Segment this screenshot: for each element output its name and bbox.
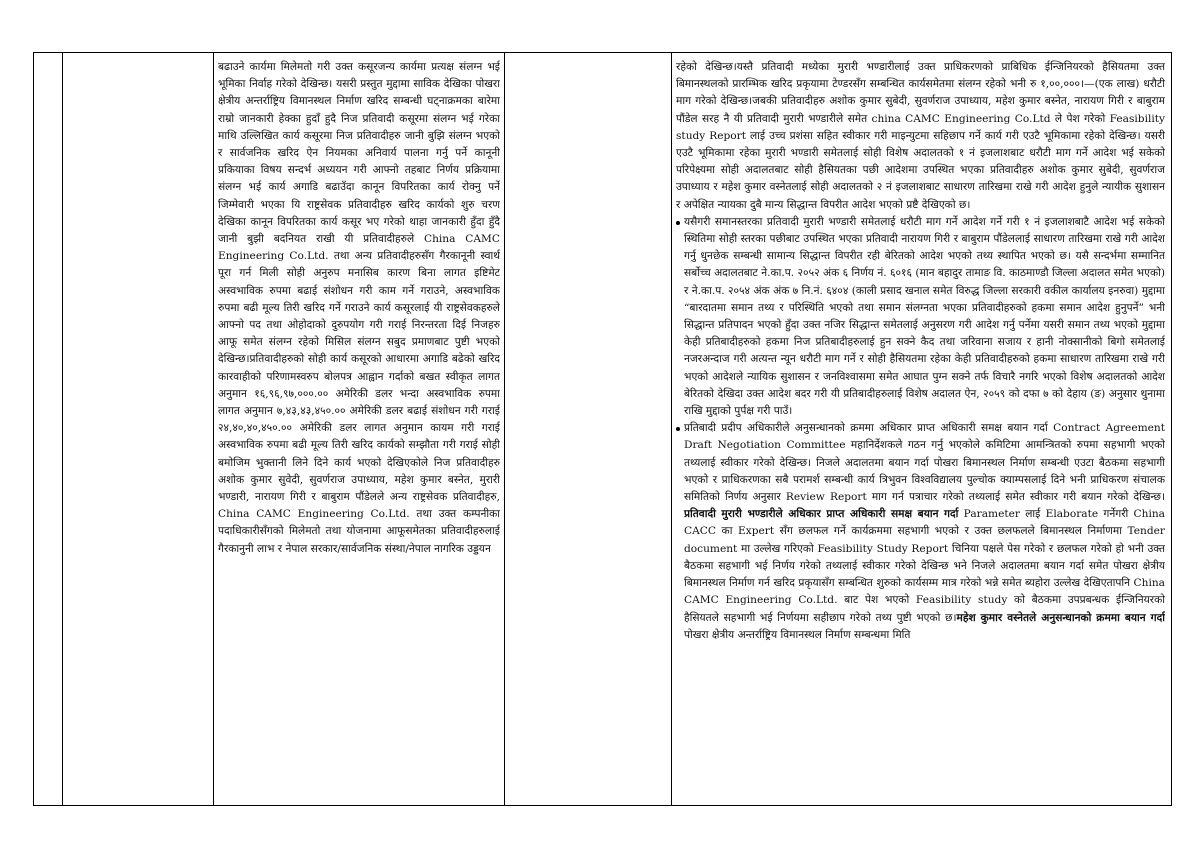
column-divider-2 bbox=[213, 53, 214, 805]
column-divider-1 bbox=[62, 53, 63, 805]
bullet-2-bold-text-1: प्रतिवादी मुरारी भण्डारीले अधिकार प्राप्त अधिकारी समक्ष बयान गर्दा bbox=[684, 508, 959, 521]
right-column-bullet-1: यसैगरी समानस्तरका प्रतिवादी मुरारी भण्डारी समेतलाई धरौटी माग गर्ने आदेश गर्ने गरी १ नं इजलाशबाटै आदेश भई सकेको स्थितिमा सोही स्तरका पछीबाट उपस्थित भएका प्रतिवादी नारायण गिरी र बाबुराम पौंडेललाई साधारण तारिखमा राखे गरी आदेश गर्नु धुनछेक सम्बन्धी सामान्य सिद्धान्त विपरीत रही बेरितको आदेश भएको तथ्य स्थापित भएको छ। यसै सन्दर्भमा सम्मानित सर्बोच्च अदालतबाट ने.का.प. २०५२ अंक ६ निर्णय नं. ६०१६ (मान बहादुर तामाङ वि. काठमाण्डौ जिल्ला अदालत समेत भएको) र ने.का.प. २०५४ अंक अंक ७ नि.नं. ६४०४ (काली प्रसाद खनाल समेत विरुद्ध जिल्ला सरकारी वकील कार्यालय इनरुवा) मुद्दामा “बारदातमा समान तथ्य र परिस्थिति भएको तथा समान संलग्नता भएका प्रतिवादीहरुको हकमा समान आदेश हुनुपर्ने” भनी सिद्धान्त प्रतिपादन भएको हुँदा उक्त नजिर सिद्धान्त समेतलाई अनुसरण गरी आदेश गर्नु पर्नेमा यसरी समान तथ्य भएको मुद्दामा केही प्रतिबादीहरुको हकमा निज प्रतिबादीहरुलाई हुन सक्ने कैद तथा जरिवाना सजाय र हानी नोक्सानीको बिगो समेतलाई नजरअन्दाज गरी अत्यन्त न्यून धरौटी माग गर्ने र सोही हैसियतमा रहेका केही प्रतिवादीहरुको हकमा साधारण तारिखमा राखे गरी भएको आदेशले न्यायिक सुशासन र जनविश्वासमा समेत आघात पुग्न सक्ने तर्फ विचारै नगरि भएको विशेष अदालतको आदेश बेरितको देखिदा उक्त आदेश बदर गरी यी प्रतिबादीहरुलाई विशेष अदालत ऐन, २०५९ को दफा ७ को देहाय (ङ) अनुसार थुनामा राखि मुद्दाको पुर्पक्ष गरी पाउँ। bbox=[676, 214, 1165, 420]
right-column-bullet-2 bbox=[676, 420, 1165, 644]
bullet-2-bold-text-2: महेश कुमार वस्नेतले अनुसन्धानको क्रममा बयान गर्दा bbox=[956, 611, 1165, 624]
column-divider-4 bbox=[671, 53, 672, 805]
right-text-column bbox=[676, 59, 1165, 805]
bullet-2-text-part-2: Parameter लाई Elaborate गर्नेगरी China CACC का Expert सँग छलफल गर्ने कार्यक्रममा सहभागी भएको र उक्त छलफलले बिमानस्थल निर्माणमा Tender document मा उल्लेख गरिएको Feasibility Study Report चिनिया पक्षले पेस गरेको र छलफल गरेको हो भनी उक्त बैठकमा सहभागी भई निर्णय गरेको तथ्यलाई स्वीकार गरेको देखिन्छ भने निजले अदालतमा बयान गर्दा समेत पोखरा क्षेत्रीय बिमानस्थल निर्माण गर्न खरिद प्रकृयासँग सम्बन्धित शुरुको कार्यसम्म मात्र गरेको भन्ने समेत ब्यहोरा उल्लेख देखिएतापनि China CAMC Engineering Co.Ltd. बाट पेश भएको Feasibility study को बैठकमा उपप्रबन्धक ईन्जिनियरको हैसियतले सहभागी भई निर्णयमा सहीछाप गरेको तथ्य पुष्टी भएको छ। bbox=[684, 508, 1165, 624]
column-divider-3 bbox=[504, 53, 505, 805]
bullet-2-text-part-1: प्रतिबादी प्रदीप अधिकारीले अनुसन्धानको क्रममा अधिकार प्राप्त अधिकारी समक्ष बयान गर्दा Contract Agreement Draft Negotiation Committee महानिर्देशकले गठन गर्नु भएकोले कमिटिमा आमन्त्रितको रुपमा सहभागी भएको तथ्यलाई स्वीकार गरेको देखिन्छ। निजले अदालतमा बयान गर्दा पोखरा बिमानस्थल निर्माण सम्बन्धी एउटा बैठकमा सहभागी भएको र प्राधिकरणका सबै परामर्श सम्बन्धी कार्य त्रिभुवन विश्वविद्यालय पुल्चोक क्याम्पसलाई दिने भनी प्राधिकरण संचालक समितिको निर्णय अनुसार Review Report माग गर्न पत्राचार गरेको तथ्यलाई समेत स्वीकार गरी बयान गरेको देखिन्छ। bbox=[684, 422, 1165, 504]
left-column-paragraph: बढाउने कार्यमा मिलेमतो गरी उक्त कसूरजन्य कार्यमा प्रत्यक्ष संलग्न भई भूमिका निर्वाह गरेको देखिन्छ। यसरी प्रस्तुत मुद्दामा साविक देखिका पोखरा क्षेत्रीय अन्तर्राष्ट्रिय विमानस्थल निर्माण खरिद सम्बन्धी घट्नाक्रमका बारेमा राम्रो जानकारी हेक्का हुदाँ हुदै निज प्रतिवादी कसूरमा संलग्न भई गरेका माथि उल्लिखित कार्य कसूरमा निज प्रतिवादीहरु जानी बुझि संलग्न भएको र सार्वजनिक खरिद ऐन नियमका अनिवार्य पालना गर्नु पर्ने कानूनी प्रकियाका विषय सन्दर्भ अध्ययन गरी आफ्नो तहबाट निर्णय प्रक्रियामा संलग्न भई कार्य अगाडि बढाउँदा कानून विपरितका कार्य रोक्नु पर्ने जिम्मेवारी भएका यि राष्ट्रसेवक प्रतिवादीहरु खरिद कार्यको शुरु चरण देखिका कानून विपरितका कार्य कसूर भए गरेको थाहा जानकारी हुँदा हुँदै जानी बुझी बदनियत राखी यी प्रतिवादीहरुले China CAMC Engineering Co.Ltd. तथा अन्य प्रतिवादीहरुसँग गैरकानूनी स्वार्थ पूरा गर्न मिली सोही अनुरुप मनासिब कारण बिना लागत इष्टिमेट अस्वभाविक रुपमा बढाई संशोधन गरी काम गर्ने गराउने, अस्वभाविक रुपमा बढी मूल्य तिरी खरिद गर्ने गराउने कार्य कसूरलाई यी राष्ट्रसेवकहरुले आफ्नो पद तथा ओहोदाको दुरुपयोग गरी गराई निरन्तरता दिई निजहरु आफू समेत संलग्न रहेको मिसिल संलग्न सबुद प्रमाणबाट पुष्टी भएको देखिन्छ।प्रतिवादीहरुको सोही कार्य कसूरको आधारमा अगाडि बढेको खरिद कारवाहीको परिणामस्वरुप बोलपत्र आह्वान गर्दाको बखत स्वीकृत लागत अनुमान १६,९६,९७,०००.०० अमेरिकी डलर भन्दा अस्वभाविक रुपमा लागत अनुमान ७,४३,४३,४५०.०० अमेरिकी डलर बढाई संशोधन गरी गराई २४,४०,४०,४५०.०० अमेरिकी डलर लागत अनुमान कायम गरी गराई अस्वभाविक रुपमा बढी मूल्य तिरी खरिद कार्यको सम्झौता गरी गराई सोही बमोजिम भुक्तानी लिने दिने कार्य भएको देखिएकोले निज प्रतिवादीहरु अशोक कुमार सुवेदी, सुवर्णराज उपाध्याय, महेश कुमार बस्नेत, मुरारी भण्डारी, नारायण गिरी र बाबुराम पौंडेलले अन्य राष्ट्रसेवक प्रतिवादीहरु, China CAMC Engineering Co.Ltd. तथा उक्त कम्पनीका पदाधिकारीसँगको मिलेमतो तथा योजनामा आफूसमेतका प्रतिवादीहरुलाई गैरकानुनी लाभ र नेपाल सरकार/सार्वजनिक संस्था/नेपाल नागरिक उड्डयन bbox=[218, 61, 500, 555]
bullet-2-text-part-3: पोखरा क्षेत्रीय अन्तर्राष्ट्रिय विमानस्थल निर्माण सम्बन्धमा मिति bbox=[684, 628, 911, 641]
right-column-paragraph-1: रहेको देखिन्छ।यस्तै प्रतिवादी मध्येका मुरारी भण्डारीलाई उक्त प्राधिकरणको प्राबिधिक ईन्जिनियरको हैसियतमा उक्त बिमानस्थलको प्रारम्भिक खरिद प्रकृयामा टेण्डरसँग सम्बन्धित कार्यसमेतमा संलग्न रहेको भनी रु १,००,०००।—(एक लाख) धरौटी माग गरेको देखिन्छ।जबकी प्रतिवादीहरु अशोक कुमार सुबेदी, सुवर्णराज उपाध्याय, महेश कुमार बस्नेत, नारायण गिरी र बाबुराम पौंडेल सरह नै यी प्रतिवादी मुरारी भण्डारीले समेत china CAMC Engineering Co.Ltd ले पेश गरेको Feasibility study Report लाई उच्च प्रशंसा सहित स्वीकार गरी माइन्युटमा सहिछाप गर्ने कार्य गरी एउटै भूमिकामा रहेको देखिन्छ। यसरी एउटै भूमिकामा रहेका मुरारी भण्डारी समेतलाई सोही विशेष अदालतको १ नं इजलाशबाट धरौटी माग गर्ने आदेश भई सकेको परिपेक्ष्यमा सोही अदालतबाट सोही हैसियतका पछी आदेशमा उपस्थित भएका प्रतिवादीहरु अशोक कुमार सुबेदी, सुवर्णराज उपाध्याय र महेश कुमार वस्नेतलाई सोही अदालतको २ नं इजलाशबाट साधारण तारिखमा राखे गरी आदेश हुनुले न्यायीक सुशासन र अपेक्षित न्यायका दुबै मान्य सिद्धान्त विपरीत आदेश भएको प्रष्टै देखिएको छ। bbox=[676, 61, 1165, 211]
document-table bbox=[33, 52, 1172, 806]
left-text-column bbox=[218, 59, 500, 805]
